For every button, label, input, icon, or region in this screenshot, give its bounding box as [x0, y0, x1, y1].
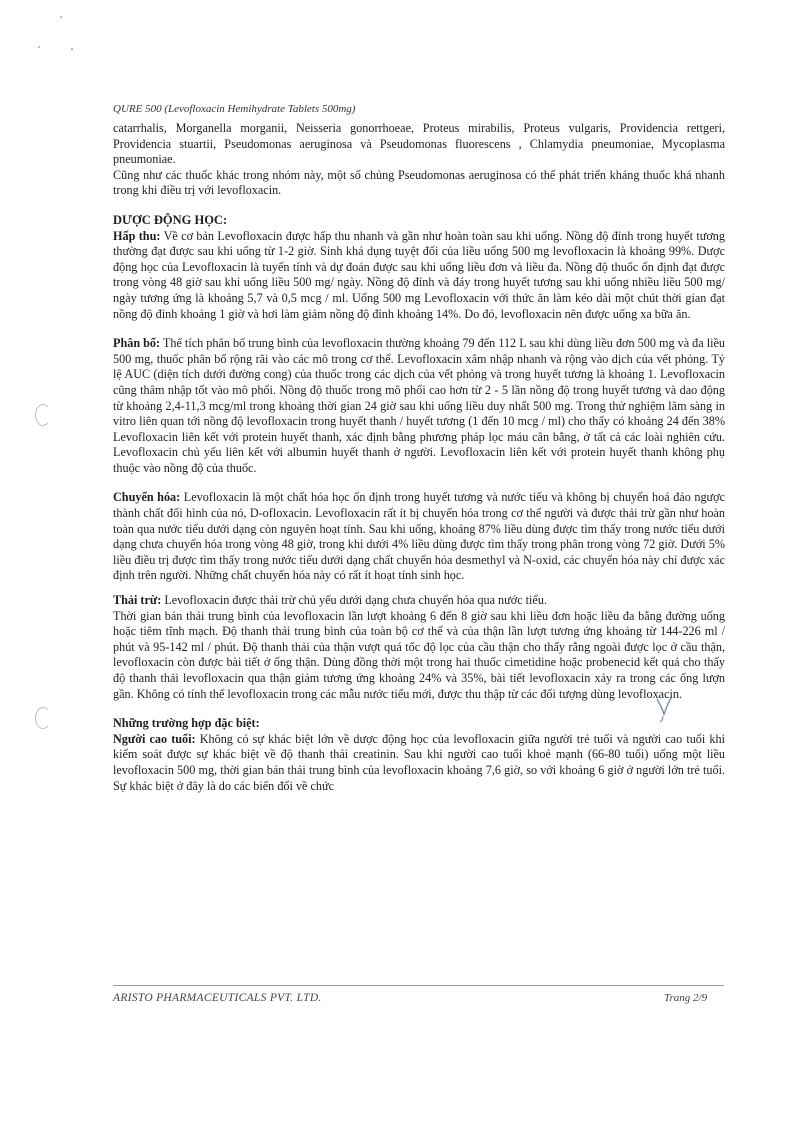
paragraph-elimination-detail: Thời gian bán thải trung bình của levofloxacin lần lượt khoảng 6 đến 8 giờ sau khi liều đơn hoặc liều đa bằng đường uống hoặc tiêm tĩnh mạch. Độ thanh thải trung bình của toàn bộ cơ thể và của thận lần lượt tương ứng khoảng từ 144-226 ml / phút và 95-142 ml / phút. Độ thanh thải của thận vượt quá tốc độ lọc của cầu thận cho thấy rằng ngoài được lọc ở cầu thận, levofloxacin còn được bài tiết ở ống thận. Dùng đồng thời một trong hai thuốc cimetidine hoặc probenecid kết quả cho thấy độ thanh thải levofloxacin qua thận giảm tương ứng khoảng 24% và 35%, bài tiết levofloxacin xảy ra trong các ống lượn gần. Không có tính thể levofloxacin trong các mẫu nước tiểu mới, được thu thập từ các đối tượng dùng levofloxacin.: [113, 608, 725, 701]
elimination-heading: Thải trừ:: [113, 593, 162, 608]
paragraph-metabolism: [113, 490, 725, 584]
footer-company: ARISTO PHARMACEUTICALS PVT. LTD.: [113, 992, 322, 1004]
paragraph-organisms: catarrhalis, Morganella morganii, Neisseria gonorrhoeae, Proteus mirabilis, Proteus vulgaris, Providencia rettgeri, Providencia stuartii, Pseudomonas aeruginosa và Pseudomonas fluorescens , Chlamydia pneumoniae, Mycoplasma pneumoniae.: [113, 121, 725, 167]
footer-divider: [113, 985, 724, 986]
page-number: Trang 2/9: [664, 992, 708, 1004]
scan-speck: [38, 46, 40, 48]
absorption-text: Về cơ bản Levofloxacin được hấp thu nhanh và gần như hoàn toàn sau khi uống. Nồng độ đỉnh trong huyết tương thường đạt được sau khi uống từ 1-2 giờ. Sinh khả dụng tuyệt đối của liều uống 500 mg levofloxacin là khoảng 99%. Dược động học của Levofloxacin là tuyến tính và dự đoán được sau khi uống liều đơn và liều đa. Nồng độ thuốc ổn định đạt được trong vòng 48 giờ sau khi uống liều 500 mg/ ngày. Nồng độ đỉnh và đáy trong huyết tương sau khi uống nhiều liều 500 mg/ ngày tương ứng là khoảng 5,7 và 0,5 mcg / ml. Uống 500 mg Levofloxacin với thức ăn làm kéo dài một chút thời gian đạt nồng độ đỉnh khoảng 1 giờ và hơi làm giảm nồng độ đỉnh khoảng 14%. Do đó, levofloxacin nên được uống xa bữa ăn.: [113, 228, 725, 321]
paragraph-distribution: [113, 336, 725, 476]
punch-hole-mark: [35, 707, 51, 729]
page-header: QURE 500 (Levofloxacin Hemihydrate Tablets 500mg): [113, 103, 356, 115]
paragraph-absorption: [113, 229, 725, 323]
paragraph-resistance: Cũng như các thuốc khác trong nhóm này, một số chủng Pseudomonas aeruginosa có thể phát triển kháng thuốc khá nhanh trong khi điều trị với levofloxacin.: [113, 167, 725, 198]
handwritten-check-mark: [654, 695, 674, 723]
elderly-text: Không có sự khác biệt lớn về dược động học của levofloxacin giữa người trẻ tuổi và người cao tuổi khi kiểm soát được sự khác biệt về độ thanh thải creatinin. Sau khi người cao tuổi khoẻ mạnh (66-80 tuổi) uống một liều levofloxacin 500 mg, thời gian bán thải trung bình của levofloxacin khoảng 7,6 giờ, so với khoảng 6 giờ ở người lớn trẻ tuổi. Sự khác biệt ở đây là do các biến đổi về chức: [113, 731, 725, 793]
document-body: [113, 121, 725, 794]
elimination-text: Levofloxacin được thải trừ chủ yếu dưới dạng chưa chuyển hóa qua nước tiểu.: [161, 593, 547, 608]
special-cases-heading: Những trường hợp đặc biệt:: [113, 716, 260, 731]
metabolism-text: Levofloxacin là một chất hóa học ổn định trong huyết tương và nước tiểu và không bị chuyển hoá đảo ngược thành chất đối hình của nó, D-ofloxacin. Levofloxacin rất ít bị chuyển hóa trong cơ thể người và được thải trừ gần như hoàn toàn qua nước tiểu dưới dạng còn nguyên hoạt tính. Sau khi uống, khoảng 87% liều dùng được tìm thấy trong nước tiểu dưới dạng chưa chuyển hóa trong vòng 48 giờ, trong khi dưới 4% liều dùng được tìm thấy trong phân trong vòng 72 giờ. Dưới 5% liều điều trị được tìm thấy trong nước tiểu dưới dạng chất chuyển hóa desmethyl và N-oxid, các chuyển hóa này chỉ được xác định trên người. Những chất chuyển hóa này có rất ít hoạt tính sinh học.: [113, 490, 725, 583]
metabolism-heading: Chuyển hóa:: [113, 490, 181, 505]
distribution-text: Thể tích phân bố trung bình của levofloxacin thường khoảng 79 đến 112 L sau khi dùng liều đơn 500 mg và đa liều 500 mg, thuốc phân bố rộng rãi vào các mô trong cơ thể. Levofloxacin xâm nhập nhanh và rộng vào dịch của vết phỏng. Tỷ lệ AUC (diện tích dưới đường cong) của thuốc trong các dịch của vết phỏng và trong huyết tương là khoảng 1. Levofloxacin cũng thâm nhập tốt vào mô phổi. Nồng độ thuốc trong mô phổi cao hơn từ 2 - 5 lần nồng độ trong huyết tương và dao động từ khoảng 2,4-11,3 mcg/ml trong khoảng thời gian 24 giờ sau khi uống liều duy nhất 500 mg. Trong thử nghiệm lâm sàng in vitro liên quan tới nồng độ levofloxacin trong huyết thanh / huyết tương (1 đến 10 mcg / ml) cho thấy có khoảng 24 đến 38% Levofloxacin liên kết với protein huyết thanh, xác định bằng phương pháp lọc máu cân bằng, ở tất cả các loài nghiên cứu. Levofloxacin chủ yếu liên kết với albumin huyết thanh ở người. Levofloxacin liên kết với protein huyết thanh không phụ thuộc vào nồng độ của thuốc.: [113, 336, 725, 475]
scan-speck: [60, 16, 62, 18]
punch-hole-mark: [35, 404, 51, 426]
paragraph-elimination: [113, 593, 725, 609]
paragraph-elderly: [113, 732, 725, 794]
section-title-pharmacokinetics: DƯỢC ĐỘNG HỌC:: [113, 212, 228, 227]
distribution-heading: Phân bố:: [113, 336, 161, 351]
scan-speck: [71, 48, 73, 50]
elderly-heading: Người cao tuổi:: [113, 731, 196, 746]
absorption-heading: Hấp thu:: [113, 228, 161, 243]
